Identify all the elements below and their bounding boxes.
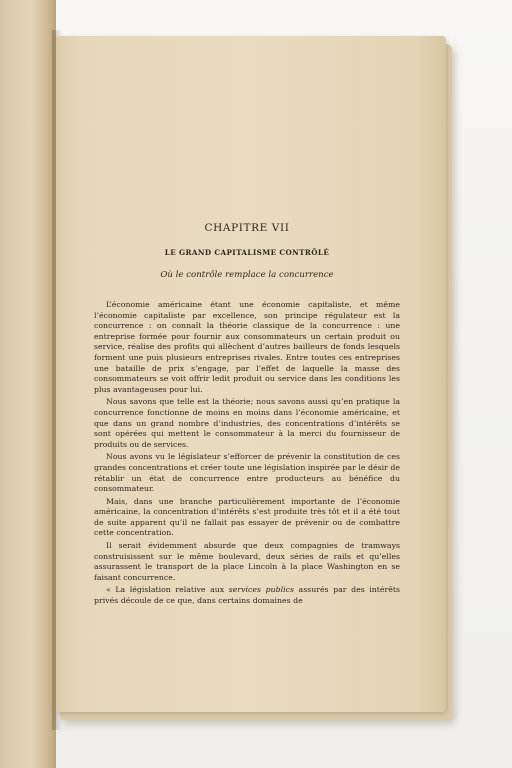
paragraph-3: Nous avons vu le législateur s’efforcer de prévenir la constitution de ces grandes concentrations et créer toute une législation inspirée par le désir de rétablir un état de concurrence entre producteurs au bénéfice du consommateur.	[94, 452, 400, 494]
chapter-title: LE GRAND CAPITALISME CONTRÔLÉ	[164, 248, 330, 257]
paragraph-6-end: assurés par des intérêts privés découle de ce que, dans certains domaines de	[94, 585, 401, 606]
page-text	[94, 222, 400, 607]
paragraph-1: L’économie américaine étant une économie capitaliste, et même l’économie capitaliste par excellence, son principe régulateur est la concurrence : on connaît la théorie classique de la concurrence : une entreprise formée pour fournir aux consommateurs un certain produit ou service, réalise des profits qui allèchent d’autres bailleurs de fonds lesquels forment une puis plusieurs entreprises rivales. Entre toutes ces entreprises une bataille de prix s’engage, par l’effet de laquelle la masse des consommateurs se voit offrir ledit produit ou service dans les conditions les plus avantageuses pour lui.	[94, 300, 400, 394]
paragraph-6-emphasis: services publics	[228, 585, 294, 595]
paragraph-5: Il serait évidemment absurde que deux compagnies de tramways construisissent sur le même boulevard, deux séries de rails et qu’elles assurassent le transport de la place Lincoln à la place Washington en se faisant concurrence.	[94, 541, 400, 582]
paragraph-4: Mais, dans une branche particulièrement importante de l’économie américaine, la concentration d’intérêts s’est produite très tôt et il a été tout de suite apparent qu’il ne fallait pas essayer de prévenir ou de combattre cette concentration.	[94, 496, 400, 538]
chapter-epigraph: Où le contrôle remplace la concurrence	[160, 270, 334, 280]
book-cover	[0, 0, 56, 768]
paragraph-6-start: « La législation relative aux	[106, 585, 225, 595]
chapter-number: CHAPITRE VII	[204, 222, 290, 234]
paragraph-6	[94, 585, 400, 606]
paragraph-2: Nous savons que telle est la théorie; nous savons aussi qu’en pratique la concurrence fonctionne de moins en moins dans l’économie américaine, et que dans un grand nombre d’industries, des concentrations d’intérêts se sont opérées qui mettent le consommateur à la merci du fournisseur de produits ou de services.	[94, 397, 400, 449]
